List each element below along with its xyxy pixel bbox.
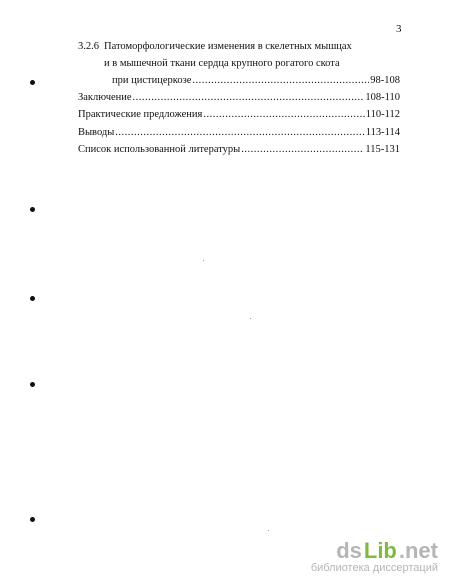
binding-hole-mark bbox=[30, 517, 35, 522]
page-number: 3 bbox=[396, 23, 402, 35]
toc-entry-row bbox=[78, 143, 400, 157]
binding-hole-mark bbox=[30, 80, 35, 85]
toc-entry-pages: 110-112 bbox=[365, 109, 400, 120]
dslib-watermark bbox=[311, 538, 438, 574]
watermark-subtitle: библиотека диссертаций bbox=[310, 562, 438, 574]
binding-hole-mark bbox=[30, 207, 35, 212]
toc-entry-title: Список использованной литературы bbox=[78, 144, 241, 155]
toc-entry-title-line1: Патоморфологические изменения в скелетных мышцах bbox=[104, 41, 352, 52]
logo-ds-text: ds bbox=[336, 538, 362, 563]
toc-entry-row bbox=[112, 74, 400, 88]
toc-entry-pages: 113-114 bbox=[365, 127, 400, 138]
scan-speck bbox=[203, 260, 204, 261]
toc-leader-dots bbox=[192, 74, 369, 88]
binding-hole-mark bbox=[30, 296, 35, 301]
logo-lib-text: Lib bbox=[363, 538, 397, 563]
table-of-contents bbox=[0, 0, 450, 160]
toc-leader-dots bbox=[133, 91, 365, 105]
toc-entry-pages: 115-131 bbox=[365, 144, 400, 155]
scan-speck bbox=[268, 530, 269, 531]
binding-hole-mark bbox=[30, 382, 35, 387]
toc-entry-title: Практические предложения bbox=[78, 109, 203, 120]
toc-entry-row bbox=[78, 91, 400, 105]
toc-entry-number: 3.2.6 bbox=[78, 41, 99, 52]
toc-entry-title: Выводы bbox=[78, 127, 115, 138]
logo-net-text: .net bbox=[398, 538, 438, 563]
toc-entry-title: Заключение bbox=[78, 92, 132, 103]
toc-entry-row bbox=[78, 126, 400, 140]
scan-speck bbox=[250, 318, 251, 319]
dslib-logo bbox=[311, 538, 438, 564]
toc-leader-dots bbox=[203, 108, 364, 122]
toc-entry-pages: 108-110 bbox=[365, 92, 400, 103]
toc-entry-title-line2: и в мышечной ткани сердца крупного рогатого скота bbox=[104, 58, 340, 69]
toc-entry-title-line3: при цистицеркозе bbox=[112, 75, 192, 86]
toc-entry-row bbox=[78, 108, 400, 122]
toc-entry-pages: 98-108 bbox=[370, 75, 400, 86]
toc-leader-dots bbox=[241, 143, 364, 157]
toc-leader-dots bbox=[115, 126, 364, 140]
